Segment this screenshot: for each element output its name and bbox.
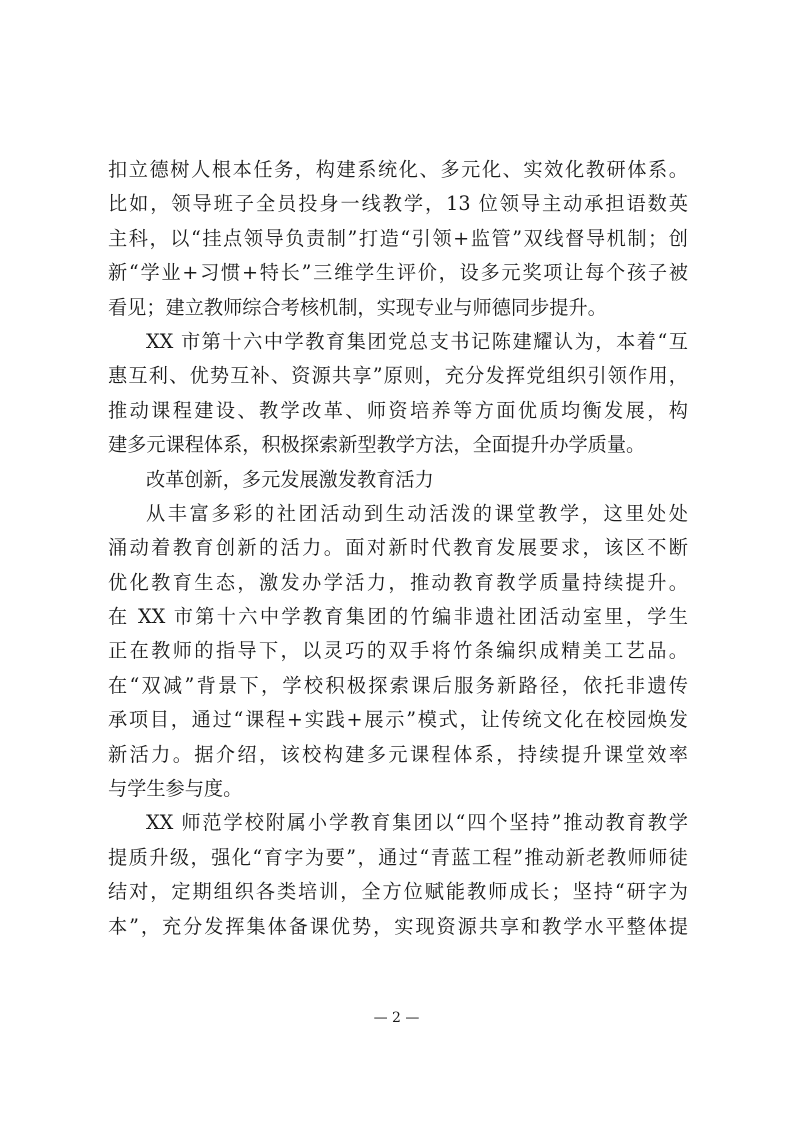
paragraph-3-line-5: 正在教师的指导下，以灵巧的双手将竹条编织成精美工艺品。 [108,639,688,663]
paragraph-3-line-3: 优化教育生态，激发办学活力，推动教育教学质量持续提升。 [108,570,688,594]
section-heading: 改革创新，多元发展激发教育活力 [146,467,434,491]
paragraph-4-line-4: 本”，充分发挥集体备课优势，实现资源共享和教学水平整体提 [108,914,688,938]
paragraph-4-line-3: 结对，定期组织各类培训，全方位赋能教师成长；坚持“研字为 [108,880,688,904]
document-body [108,153,688,944]
paragraph-3-line-4: 在 XX 市第十六中学教育集团的竹编非遗社团活动室里，学生 [108,605,688,629]
paragraph-3-line-8: 新活力。据介绍，该校构建多元课程体系，持续提升课堂效率 [108,742,688,766]
paragraph-3-line-1: 从丰富多彩的社团活动到生动活泼的课堂教学，这里处处 [146,501,688,525]
paragraph-3-line-9: 与学生参与度。 [108,777,243,801]
paragraph-2-line-2: 惠互利、优势互补、资源共享”原则，充分发挥党组织引领作用， [108,364,688,388]
page-number: — 2 — [373,1010,420,1026]
paragraph-2-line-4: 建多元课程体系，积极探索新型教学方法，全面提升办学质量。 [108,433,646,457]
paragraph-1-line-4: 新“学业+习惯+特长”三维学生评价，设多元奖项让每个孩子被 [108,261,688,285]
paragraph-3-line-7: 承项目，通过“课程+实践+展示”模式，让传统文化在校园焕发 [108,708,688,732]
paragraph-2-line-3: 推动课程建设、教学改革、师资培养等方面优质均衡发展，构 [108,398,688,422]
paragraph-4-line-2: 提质升级，强化“育字为要”，通过“青蓝工程”推动新老教师师徒 [108,845,688,869]
paragraph-3-line-6: 在“双减”背景下，学校积极探索课后服务新路径，依托非遗传 [108,673,688,697]
paragraph-3-line-2: 涌动着教育创新的活力。面对新时代教育发展要求，该区不断 [108,536,688,560]
paragraph-1-line-5: 看见；建立教师综合考核机制，实现专业与师德同步提升。 [108,295,607,319]
paragraph-1-line-3: 主科，以“挂点领导负责制”打造“引领+监管”双线督导机制；创 [108,226,688,250]
paragraph-1-line-2: 比如，领导班子全员投身一线教学，13 位领导主动承担语数英 [108,192,688,216]
paragraph-1-line-1: 扣立德树人根本任务，构建系统化、多元化、实效化教研体系。 [108,158,688,181]
paragraph-4-line-1: XX 师范学校附属小学教育集团以“四个坚持”推动教育教学 [146,811,688,835]
paragraph-2-line-1: XX 市第十六中学教育集团党总支书记陈建耀认为，本着“互 [146,329,688,353]
